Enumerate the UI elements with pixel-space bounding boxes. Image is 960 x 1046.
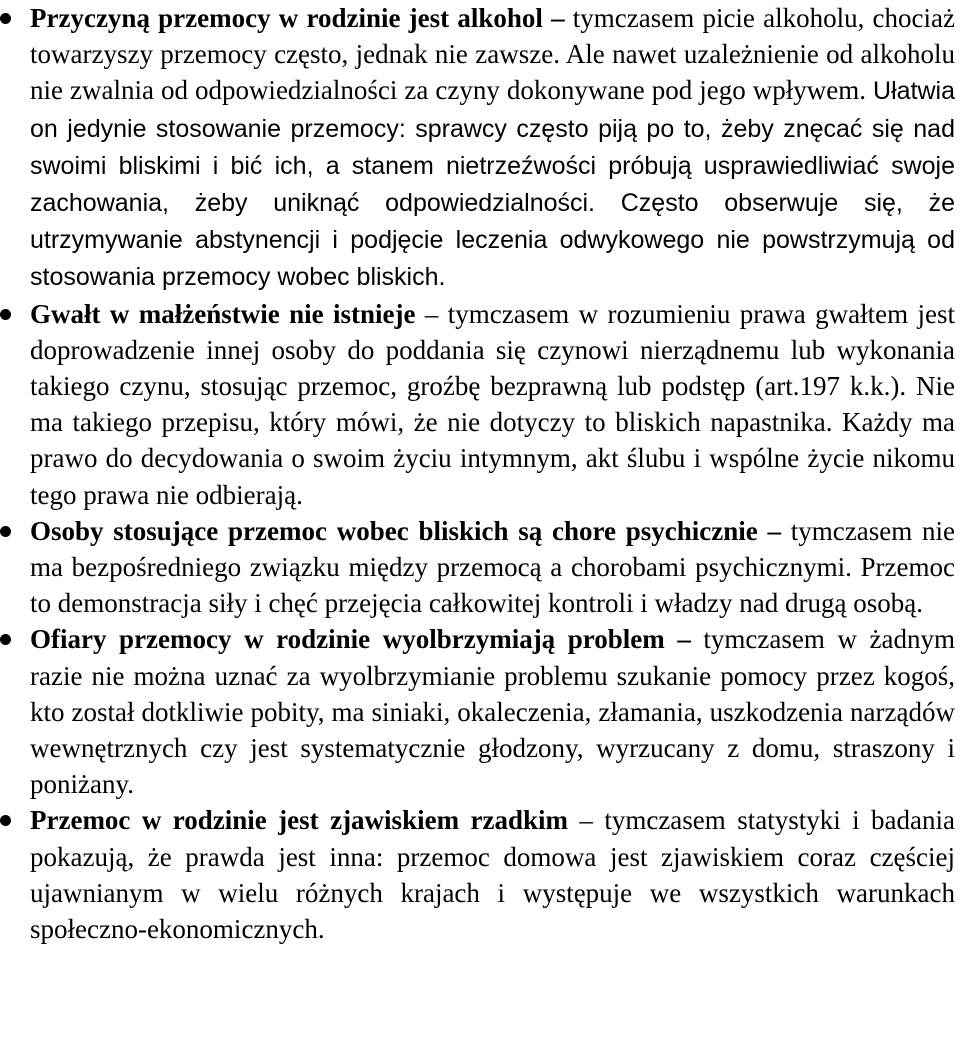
item-heading: Gwałt w małżeństwie nie istnieje	[30, 298, 416, 329]
bullet-icon	[0, 309, 11, 320]
item-text-continued: Ułatwia on jedynie stosowanie przemocy: sprawcy często piją po to, żeby znęcać się nad swoimi bliskimi i bić ich, a stanem nietrzeźwości próbują usprawiedliwiać swoje zachowania, żeby uniknąć odpowiedzialności. Często obserwuje się, że utrzymywanie abstynencji i podjęcie leczenia odwykowego nie powstrzymują od stosowania przemocy wobec bliskich.	[30, 77, 955, 292]
item-text: – tymczasem w rozumieniu prawa gwałtem jest doprowadzenie innej osoby do poddania się czynowi nierządnemu lub wykonania takiego czynu, stosując przemoc, groźbę bezprawną lub podstęp (art.197 k.k.). Nie ma takiego przepisu, który mówi, że nie dotyczy to bliskich napastnika. Każdy ma prawo do decydowania o swoim życiu intymnym, akt ślubu i wspólne życie nikomu tego prawa nie odbierają.	[30, 298, 955, 510]
bullet-icon	[0, 13, 11, 24]
list-item-marital-rape	[0, 296, 955, 513]
bullet-icon	[0, 815, 11, 826]
list-item-exaggeration	[0, 621, 955, 802]
item-text: tymczasem picie alkoholu, chociaż towarzyszy przemocy często, jednak nie zawsze. Ale nawet uzależnienie od alkoholu nie zwalnia od odpowiedzialności za czyny dokonywane pod jego wpływem.	[30, 3, 955, 106]
list-item-rare-phenomenon	[0, 802, 955, 947]
list-item-alcohol	[0, 0, 955, 296]
item-heading: Osoby stosujące przemoc wobec bliskich są chore psychicznie –	[30, 515, 782, 546]
bullet-icon	[0, 634, 11, 645]
item-heading: Ofiary przemocy w rodzinie wyolbrzymiają problem –	[30, 624, 691, 655]
item-heading: Przyczyną przemocy w rodzinie jest alkohol –	[30, 3, 565, 33]
list-item-mental-illness	[0, 513, 955, 622]
bullet-icon	[0, 526, 11, 537]
item-text: tymczasem w żadnym razie nie można uznać za wyolbrzymianie problemu szukanie pomocy przez kogoś, kto został dotkliwie pobity, ma siniaki, okaleczenia, złamania, uszkodzenia narządów wewnętrznych czy jest systematycznie głodzony, wyrzucany z domu, straszony i poniżany.	[30, 624, 955, 800]
item-text: tymczasem nie ma bezpośredniego związku między przemocą a chorobami psychicznymi. Przemoc to demonstracja siły i chęć przejęcia całkowitej kontroli i władzy nad drugą osobą.	[30, 515, 955, 619]
item-heading: Przemoc w rodzinie jest zjawiskiem rzadkim	[30, 805, 568, 836]
item-text: – tymczasem statystyki i badania pokazują, że prawda jest inna: przemoc domowa jest zjawiskiem coraz częściej ujawnianym w wielu różnych krajach i występuje we wszystkich warunkach społeczno-ekonomicznych.	[30, 805, 956, 945]
